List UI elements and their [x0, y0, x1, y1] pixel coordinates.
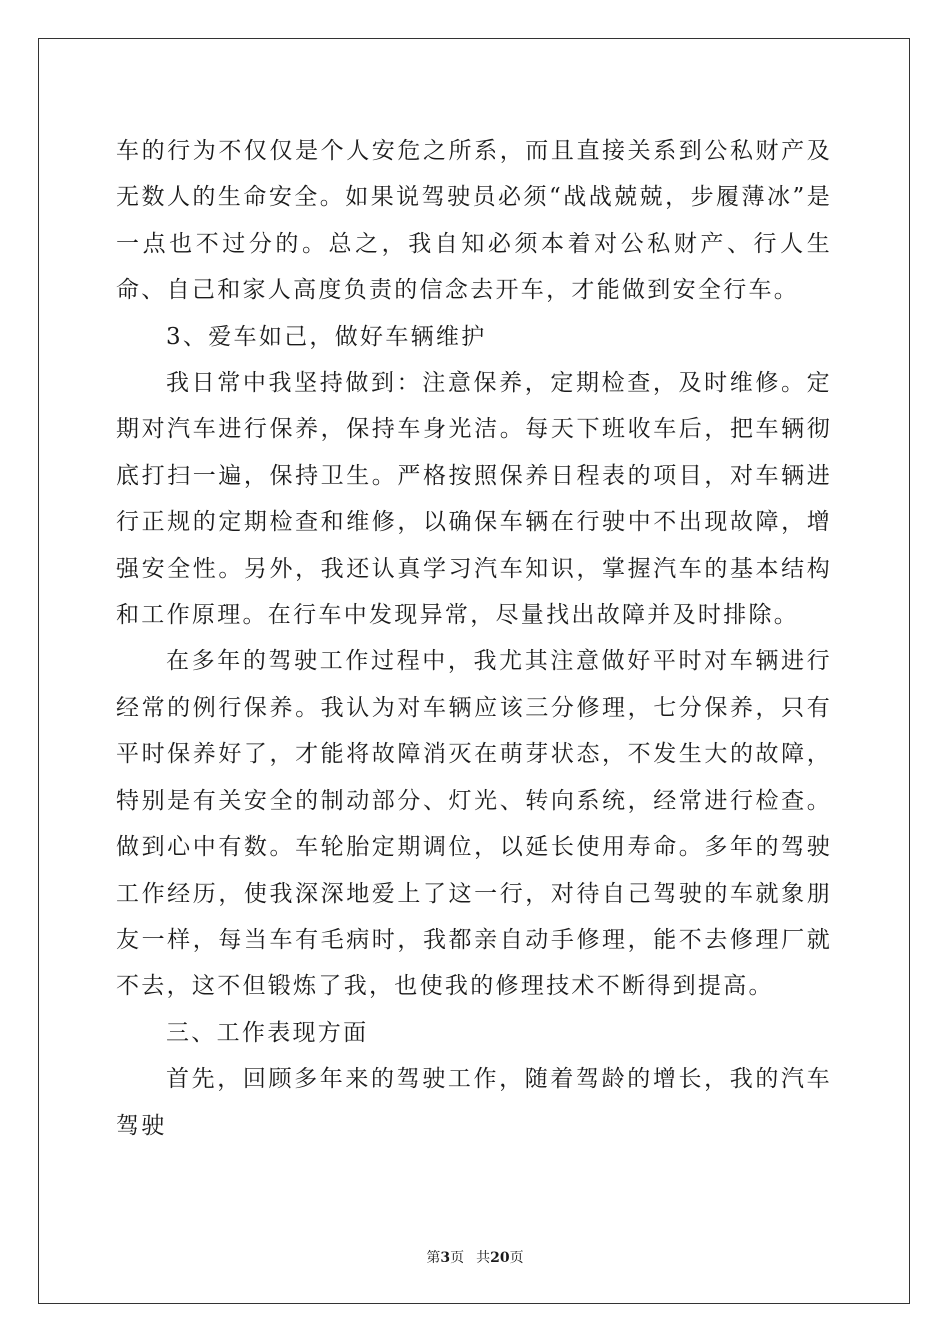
total-suffix: 页	[509, 1250, 524, 1266]
total-prefix: 共	[476, 1250, 491, 1266]
section-heading-work-performance: 三、工作表现方面	[166, 1019, 369, 1046]
paragraph-work-review: 首先，回顾多年来的驾驶工作，随着驾龄的增长，我的汽车驾驶	[116, 1066, 832, 1139]
page-suffix: 页	[450, 1250, 465, 1266]
page-footer	[0, 1247, 950, 1267]
page-prefix: 第	[426, 1250, 441, 1266]
section-heading-car-care: 3、爱车如己，做好车辆维护	[166, 323, 487, 350]
total-pages: 20	[490, 1250, 510, 1266]
document-body	[116, 128, 832, 1149]
paragraph-continued: 车的行为不仅仅是个人安危之所系，而且直接关系到公私财产及无数人的生命安全。如果说驾驶员必须“战战兢兢，步履薄冰”是一点也不过分的。总之，我自知必须本着对公私财产、行人生命、自己和家人高度负责的信念去开车，才能做到安全行车。	[116, 138, 832, 304]
paragraph-maintenance: 我日常中我坚持做到：注意保养，定期检查，及时维修。定期对汽车进行保养，保持车身光洁。每天下班收车后，把车辆彻底打扫一遍，保持卫生。严格按照保养日程表的项目，对车辆进行正规的定期检查和维修，以确保车辆在行驶中不出现故障，增强安全性。另外，我还认真学习汽车知识，掌握汽车的基本结构和工作原理。在行车中发现异常，尽量找出故障并及时排除。	[116, 370, 832, 629]
paragraph-routine-care: 在多年的驾驶工作过程中，我尤其注意做好平时对车辆进行经常的例行保养。我认为对车辆应该三分修理，七分保养，只有平时保养好了，才能将故障消灭在萌芽状态，不发生大的故障，特别是有关安全的制动部分、灯光、转向系统，经常进行检查。做到心中有数。车轮胎定期调位，以延长使用寿命。多年的驾驶工作经历，使我深深地爱上了这一行，对待自己驾驶的车就象朋友一样，每当车有毛病时，我都亲自动手修理，能不去修理厂就不去，这不但锻炼了我，也使我的修理技术不断得到提高。	[116, 648, 832, 1000]
page-number: 3	[440, 1250, 451, 1266]
